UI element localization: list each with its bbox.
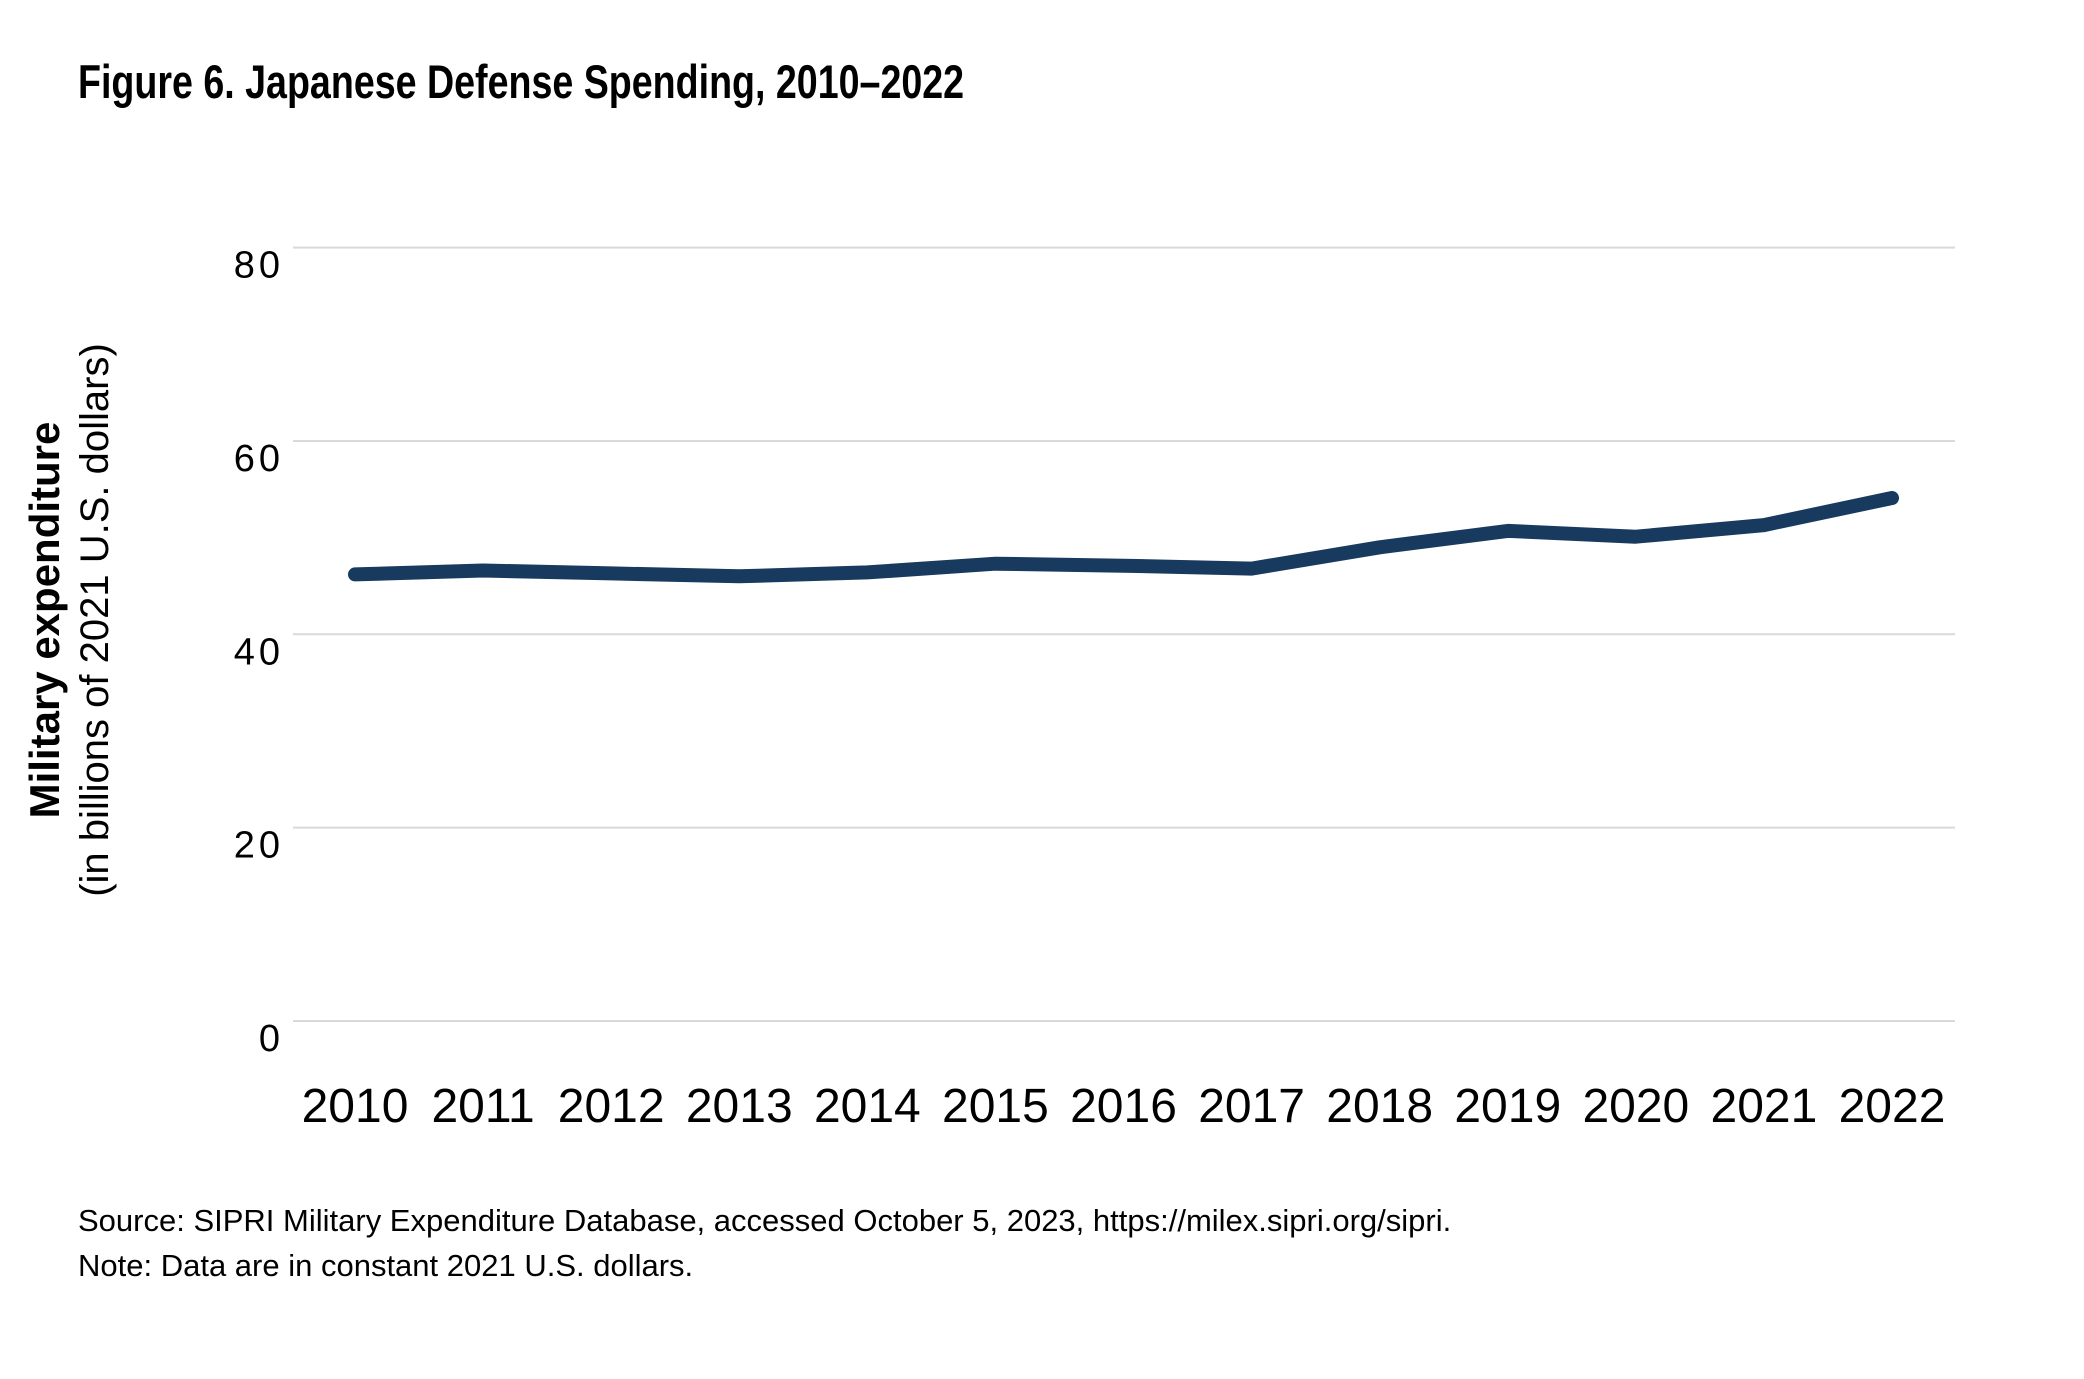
x-tick-label: 2016 [1070, 1080, 1177, 1133]
x-tick-label: 2010 [301, 1080, 409, 1133]
x-tick-label: 2015 [942, 1080, 1049, 1133]
y-tick-label: 80 [233, 244, 284, 287]
x-tick-label: 2011 [431, 1080, 535, 1133]
figure-title: Figure 6. Japanese Defense Spending, 2010–2022 [78, 55, 965, 108]
spending-line [355, 498, 1892, 576]
x-tick-label: 2020 [1582, 1080, 1690, 1133]
x-tick-label: 2012 [557, 1080, 665, 1133]
y-tick-label: 20 [233, 824, 284, 867]
x-tick-label: 2013 [685, 1080, 793, 1133]
x-tick-label: 2018 [1326, 1080, 1434, 1133]
y-axis-title-sub: (in billions of 2021 U.S. dollars) [73, 343, 117, 897]
figure-footer [78, 1198, 1451, 1288]
y-tick-label: 40 [233, 631, 284, 674]
y-tick-label: 60 [233, 437, 284, 480]
y-axis-title [20, 340, 120, 900]
data-note: Note: Data are in constant 2021 U.S. dollars. [78, 1248, 694, 1283]
x-tick-label: 2014 [813, 1080, 921, 1133]
x-tick-label: 2017 [1198, 1080, 1305, 1133]
y-axis-title-main: Military expenditure [21, 421, 68, 819]
source-note: Source: SIPRI Military Expenditure Database, accessed October 5, 2023, https://milex.sipri.org/sipri. [78, 1203, 1452, 1238]
x-tick-label: 2022 [1838, 1080, 1946, 1133]
y-tick-label: 0 [258, 1018, 284, 1060]
x-tick-label: 2019 [1454, 1080, 1562, 1133]
x-tick-label: 2021 [1710, 1080, 1818, 1133]
